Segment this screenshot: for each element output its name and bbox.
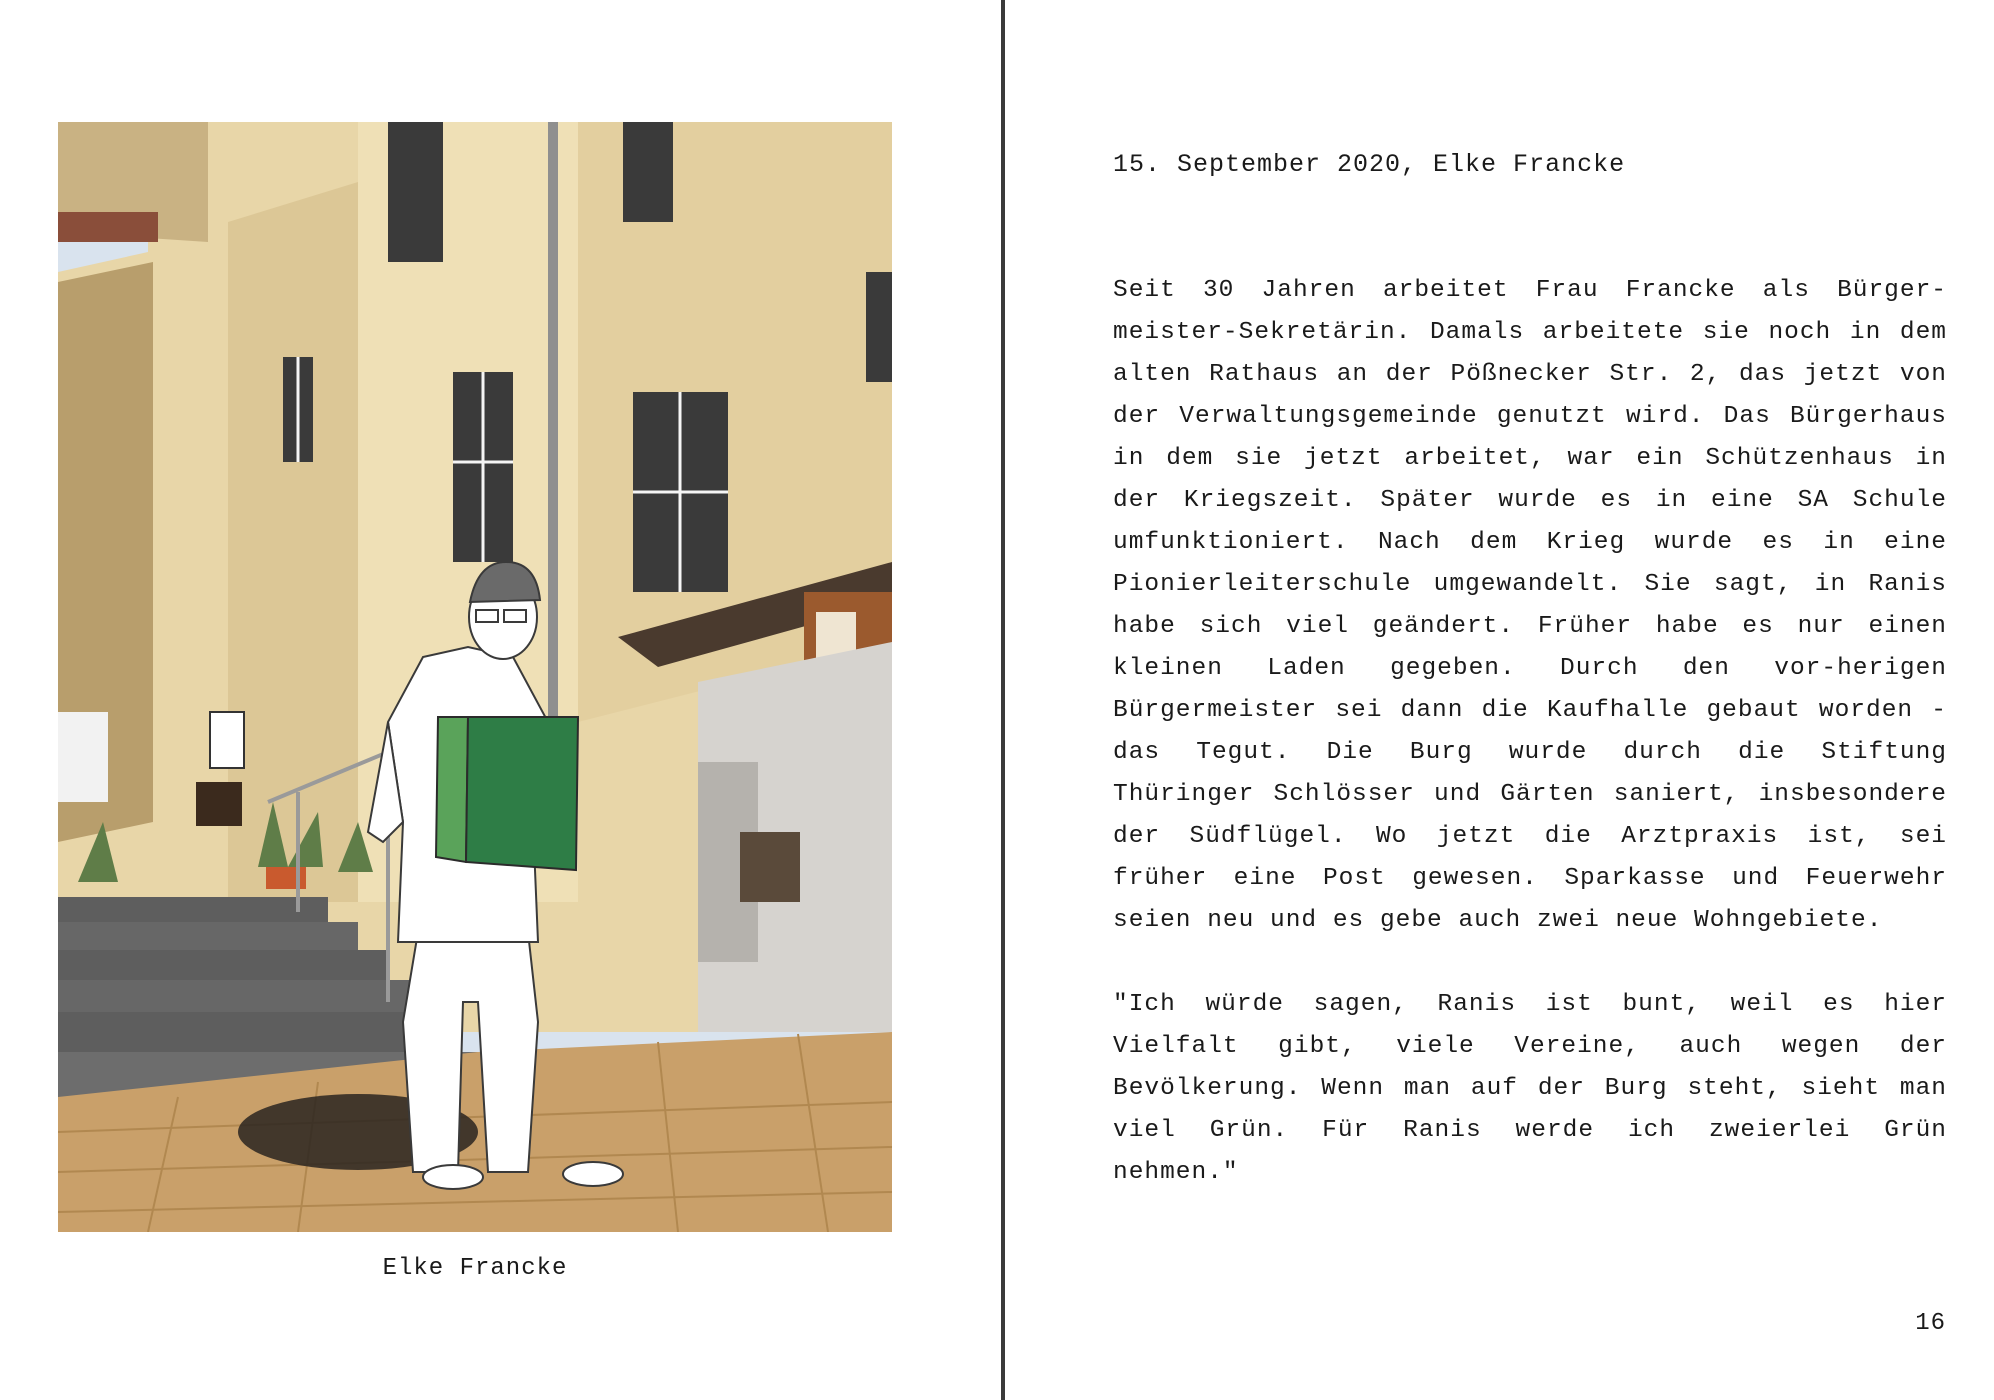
page-number: 16 [1915,1310,1946,1337]
photo-illustration [58,122,892,1232]
interview-text [1113,270,1947,1194]
entry-date-line: 15. September 2020, Elke Francke [1113,150,1626,179]
page-gutter-divider [1001,0,1005,1400]
portrait-photo [58,122,892,1232]
green-folder-drawing [436,717,578,870]
paragraph-history: Seit 30 Jahren arbeitet Frau Francke als Bürger-meister-Sekretärin. Damals arbeitete sie noch in dem alten Rathaus an der Pößnecker Str. 2, das jetzt von der Verwaltungsgemeinde genutzt wird. Das Bürgerhaus in dem sie jetzt arbeitet, war ein Schützenhaus in der Kriegszeit. Später wurde es in eine SA Schule umfunktioniert. Nach dem Krieg wurde es in eine Pionierleiterschule umgewandelt. Sie sagt, in Ranis habe sich viel geändert. Früher habe es nur einen kleinen Laden gegeben. Durch den vor-herigen Bürgermeister sei dann die Kaufhalle gebaut worden - das Tegut. Die Burg wurde durch die Stiftung Thüringer Schlösser und Gärten saniert, insbesondere der Südflügel. Wo jetzt die Arztpraxis ist, sei früher eine Post gewesen. Sparkasse und Feuerwehr seien neu und es gebe auch zwei neue Wohngebiete. [1113,277,1947,934]
paragraph-quote: "Ich würde sagen, Ranis ist bunt, weil es hier Vielfalt gibt, viele Vereine, auch wegen der Bevölkerung. Wenn man auf der Burg steht, sieht man viel Grün. Für Ranis werde ich zweierlei Grün nehmen." [1113,991,1947,1186]
right-page [1006,0,1994,1400]
photo-caption: Elke Francke [382,1255,568,1282]
